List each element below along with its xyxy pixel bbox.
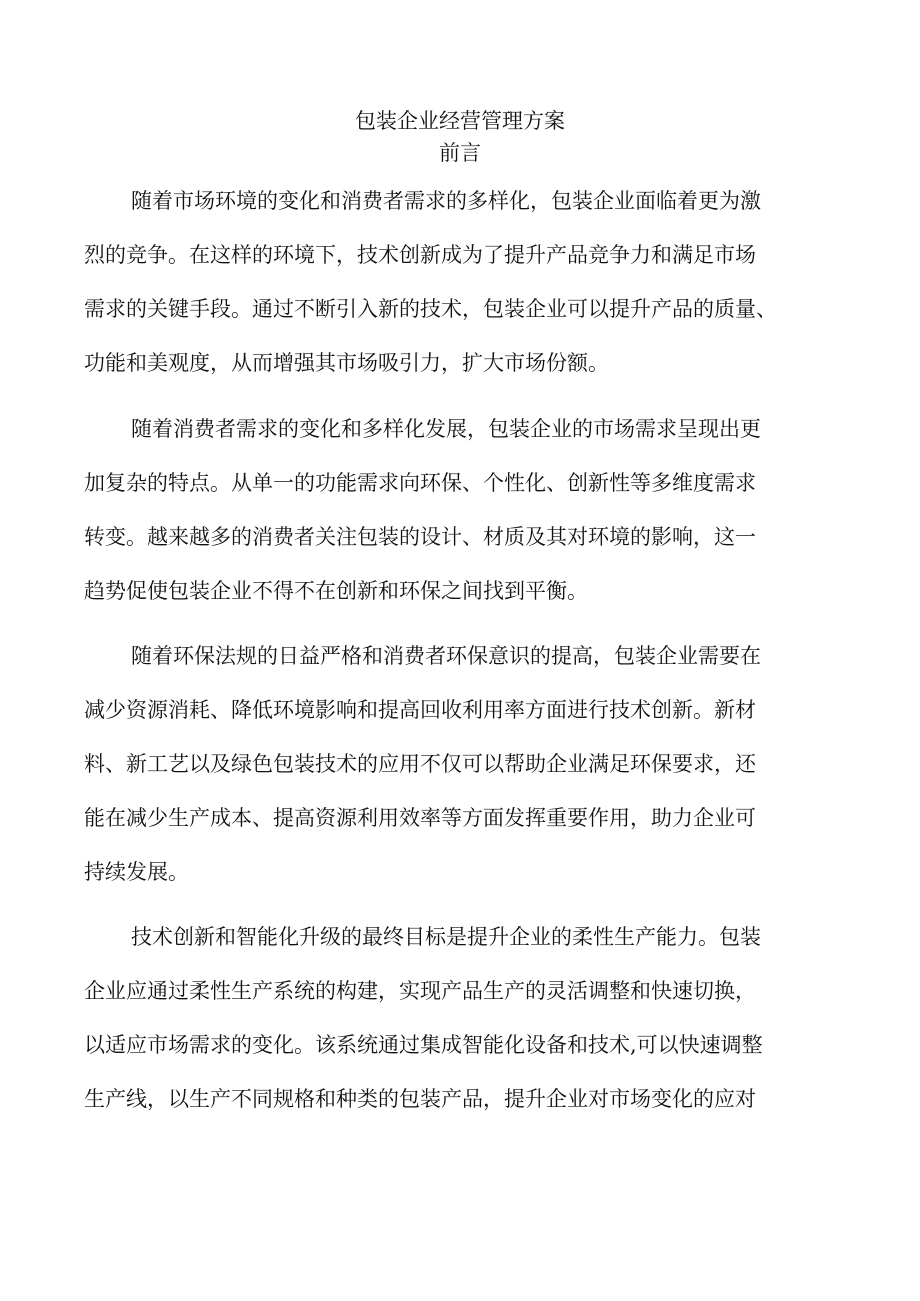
- paragraph-line: 转变。越来越多的消费者关注包装的设计、材质及其对环境的影响，这一: [84, 525, 756, 549]
- paragraph-line: 企业应通过柔性生产系统的构建，实现产品生产的灵活调整和快速切换，: [84, 979, 756, 1003]
- paragraph-line: 随着消费者需求的变化和多样化发展，包装企业的市场需求呈现出更: [131, 417, 761, 441]
- paragraph-line: 料、新工艺以及绿色包装技术的应用不仅可以帮助企业满足环保要求，还: [84, 752, 756, 776]
- document-title: 包装企业经营管理方案: [355, 109, 565, 133]
- paragraph-line: 生产线，以生产不同规格和种类的包装产品，提升企业对市场变化的应对: [84, 1087, 756, 1111]
- paragraph-line: 需求的关键手段。通过不断引入新的技术，包装企业可以提升产品的质量、: [84, 297, 777, 321]
- paragraph-line: 趋势促使包装企业不得不在创新和环保之间找到平衡。: [84, 579, 588, 603]
- paragraph-line: 以适应市场需求的变化。该系统通过集成智能化设备和技术,可以快速调整: [84, 1033, 763, 1057]
- paragraph-line: 技术创新和智能化升级的最终目标是提升企业的柔性生产能力。包装: [131, 925, 761, 949]
- document-subtitle: 前言: [439, 141, 481, 165]
- paragraph-line: 加复杂的特点。从单一的功能需求向环保、个性化、创新性等多维度需求: [84, 471, 756, 495]
- paragraph-line: 烈的竞争。在这样的环境下，技术创新成为了提升产品竞争力和满足市场: [84, 243, 756, 267]
- paragraph-line: 持续发展。: [84, 860, 189, 884]
- paragraph-line: 能在减少生产成本、提高资源利用效率等方面发挥重要作用，助力企业可: [84, 806, 756, 830]
- paragraph-line: 随着环保法规的日益严格和消费者环保意识的提高，包装企业需要在: [131, 644, 761, 668]
- paragraph-line: 功能和美观度，从而增强其市场吸引力，扩大市场份额。: [84, 351, 609, 375]
- paragraph-line: 随着市场环境的变化和消费者需求的多样化，包装企业面临着更为激: [131, 189, 761, 213]
- paragraph-line: 减少资源消耗、降低环境影响和提高回收利用率方面进行技术创新。新材: [84, 698, 756, 722]
